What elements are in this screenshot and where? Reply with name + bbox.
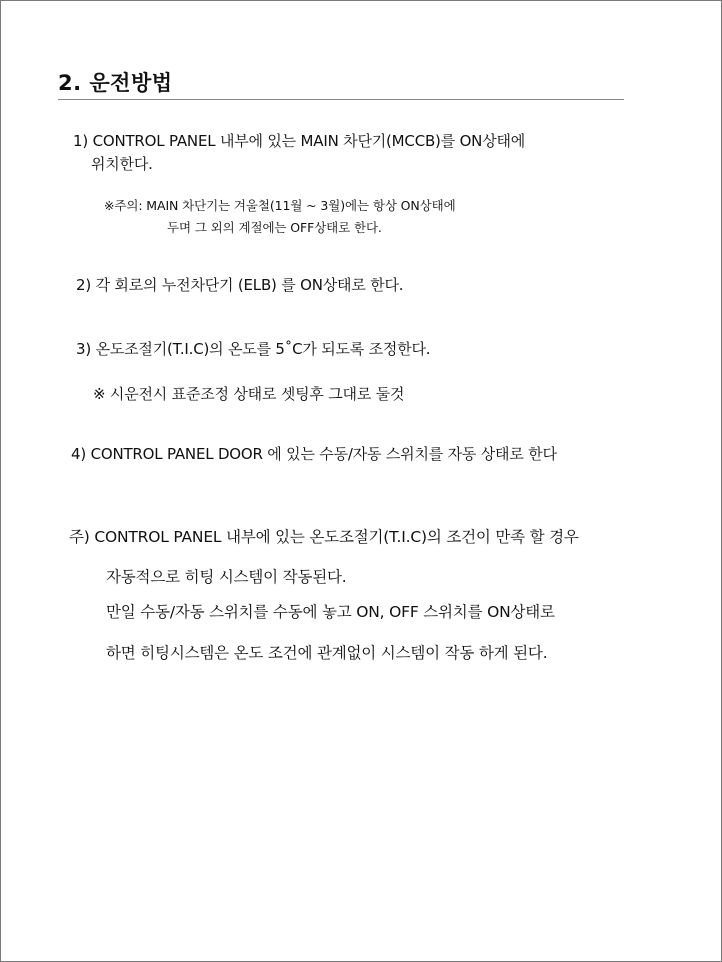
caution-line-1: ※주의: MAIN 차단기는 겨울철(11월 ~ 3월)에는 항상 ON상태에 xyxy=(104,198,456,213)
step-1-line-2: 위치한다. xyxy=(91,155,153,173)
caution-line-2: 두며 그 외의 계절에는 OFF상태로 한다. xyxy=(167,220,382,235)
step-2: 2) 각 회로의 누전차단기 (ELB) 를 ON상태로 한다. xyxy=(76,276,404,294)
step-3: 3) 온도조절기(T.I.C)의 온도를 5˚C가 되도록 조정한다. xyxy=(76,340,431,358)
footnote-line-3: 만일 수동/자동 스위치를 수동에 놓고 ON, OFF 스위치를 ON상태로 xyxy=(106,603,555,621)
title-underline xyxy=(58,99,624,100)
footnote-line-4: 하면 히팅시스템은 온도 조건에 관계없이 시스템이 작동 하게 된다. xyxy=(106,644,548,662)
step-1-line-1: 1) CONTROL PANEL 내부에 있는 MAIN 차단기(MCCB)를 ON상태에 xyxy=(73,132,526,150)
test-run-note: ※ 시운전시 표준조정 상태로 셋팅후 그대로 둘것 xyxy=(93,385,405,403)
footnote-line-2: 자동적으로 히팅 시스템이 작동된다. xyxy=(106,568,347,586)
footnote-line-1: 주) CONTROL PANEL 내부에 있는 온도조절기(T.I.C)의 조건이 만족 할 경우 xyxy=(69,528,579,546)
section-title: 2. 운전방법 xyxy=(58,71,173,95)
step-4: 4) CONTROL PANEL DOOR 에 있는 수동/자동 스위치를 자동 상태로 한다 xyxy=(71,445,557,463)
